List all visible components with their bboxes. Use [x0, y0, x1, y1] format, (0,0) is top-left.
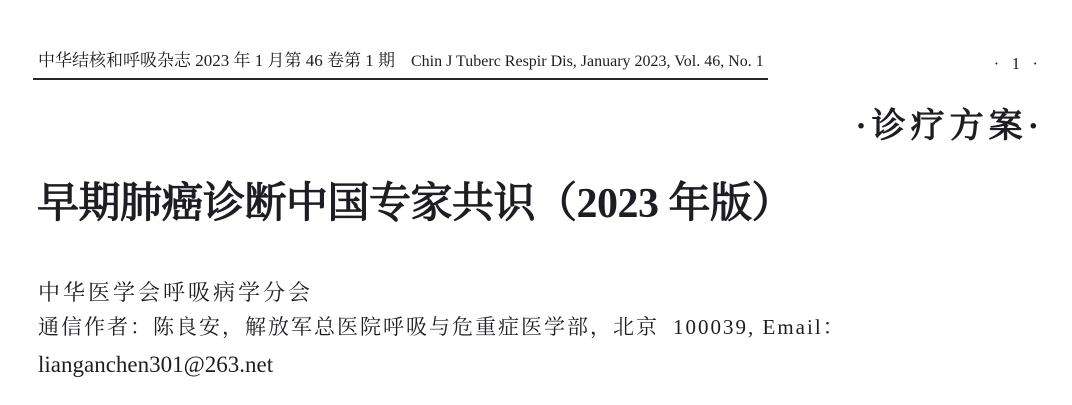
- journal-citation-chinese: 中华结核和呼吸杂志 2023 年 1 月第 46 卷第 1 期: [38, 51, 395, 70]
- article-title: 早期肺癌诊断中国专家共识（2023 年版）: [37, 181, 794, 227]
- running-head-citation: [33, 52, 768, 80]
- journal-citation-english: Chin J Tuberc Respir Dis, January 2023, Vol. 46, No. 1: [411, 53, 764, 70]
- correspondence-line: [38, 317, 846, 338]
- section-label: ·诊疗方案·: [855, 108, 1044, 145]
- correspondence-postcode-email-label: 100039, Email：: [673, 315, 846, 339]
- correspondence-email: lianganchen301@263.net: [38, 352, 274, 377]
- author-group: 中华医学会呼吸病学分会: [38, 280, 314, 305]
- page-number: · 1 ·: [993, 54, 1042, 73]
- correspondence-author-affiliation: 通信作者：陈良安，解放军总医院呼吸与危重症医学部，北京: [38, 315, 659, 339]
